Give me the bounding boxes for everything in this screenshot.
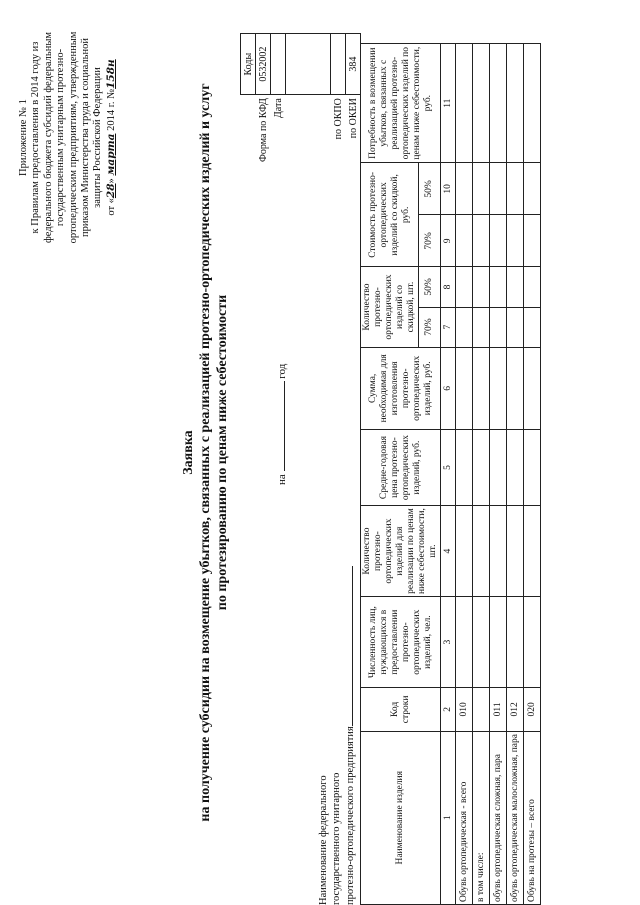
codes-table xyxy=(240,33,361,165)
table-row: Обувь на протезы – всего 020 xyxy=(524,44,541,905)
organization-blank xyxy=(343,566,353,726)
sub-header-70: 70% xyxy=(419,307,441,347)
col-header-qty-discount: Количество протезно-ортопедических изделий со скидкой, шт. xyxy=(361,267,419,347)
sub-header-50: 50% xyxy=(419,267,441,307)
year-blank xyxy=(275,381,285,471)
period-line: на год xyxy=(276,363,288,485)
col-header-cost-discount: Стоимость протезно-ортопедических изделий со скидкой, руб. xyxy=(361,163,419,267)
handwritten-day: 28 xyxy=(104,183,117,199)
main-table xyxy=(360,43,541,905)
okpo-label: по ОКПО xyxy=(332,98,344,140)
date-label: Дата xyxy=(272,98,284,119)
codes-header: Коды xyxy=(241,34,256,95)
okei-label: по ОКЕИ xyxy=(347,98,359,139)
appendix-line: Приложение № 1 xyxy=(18,99,29,176)
sub-header-50: 50% xyxy=(419,163,441,215)
col-header-qty-below: Количество протезно-ортопедических изделий для реализации по ценам ниже себестоимости, шт. xyxy=(361,506,441,597)
col-header-need: Потребность в возмещении убытков, связанных с реализацией протезно-ортопедических изделий по ценам ниже себестоимости, руб. xyxy=(361,44,441,163)
appendix-block xyxy=(18,20,118,255)
title-line: Заявка xyxy=(181,430,196,475)
table-row: в том числе: xyxy=(473,44,490,905)
appendix-date: от «28» марта 2014 г. №158н xyxy=(104,59,117,216)
column-numbers-row: 1 2 3 4 5 6 7 8 9 10 11 xyxy=(441,44,456,905)
title-line: по протезированию по ценам ниже себестоимости xyxy=(215,294,230,611)
title-line: на получение субсидии на возмещение убытков, связанных с реализацией протезно-ортопедических изделий и услуг xyxy=(198,83,213,822)
organization-block: Наименование федерального государственного унитарного протезно-ортопедического предприятия xyxy=(318,535,358,905)
col-header-avg-price: Средне-годовая цена протезно-ортопедических изделий, руб. xyxy=(361,430,441,506)
appendix-line: федерального бюджета субсидий федеральным xyxy=(42,31,54,244)
appendix-line: к Правилам предоставления в 2014 году из xyxy=(30,41,42,234)
okpo-value xyxy=(331,34,346,95)
table-row: Обувь ортопедическая - всего 010 xyxy=(456,44,473,905)
document-title xyxy=(180,20,231,885)
okei-value: 384 xyxy=(346,34,361,95)
sub-header-70: 70% xyxy=(419,215,441,267)
col-header-name: Наименование изделия xyxy=(361,731,441,904)
table-row: обувь ортопедическая малосложная, пара 012 xyxy=(507,44,524,905)
date-value xyxy=(271,34,286,95)
table-row: обувь ортопедическая сложная, пара 011 xyxy=(490,44,507,905)
col-header-code: Код строки xyxy=(361,688,441,731)
form-value: 0532002 xyxy=(256,34,271,95)
appendix-line: защиты Российской Федерации xyxy=(92,67,104,208)
col-header-persons: Численность лиц, нуждающихся в предоставлении протезно-ортопедических изделий, чел. xyxy=(361,597,441,688)
appendix-line: ортопедическим предприятиям, утвержденным xyxy=(67,31,79,244)
handwritten-month: марта xyxy=(104,133,117,176)
handwritten-number: 158н xyxy=(104,59,117,89)
col-header-sum-needed: Сумма, необходимая для изготовления протезно-ортопедических изделий, руб. xyxy=(361,347,441,429)
appendix-line: государственным унитарным протезно- xyxy=(55,48,67,227)
form-label: Форма по КФД xyxy=(257,98,269,162)
appendix-line: приказом Министерства труда и социальной xyxy=(80,38,92,237)
